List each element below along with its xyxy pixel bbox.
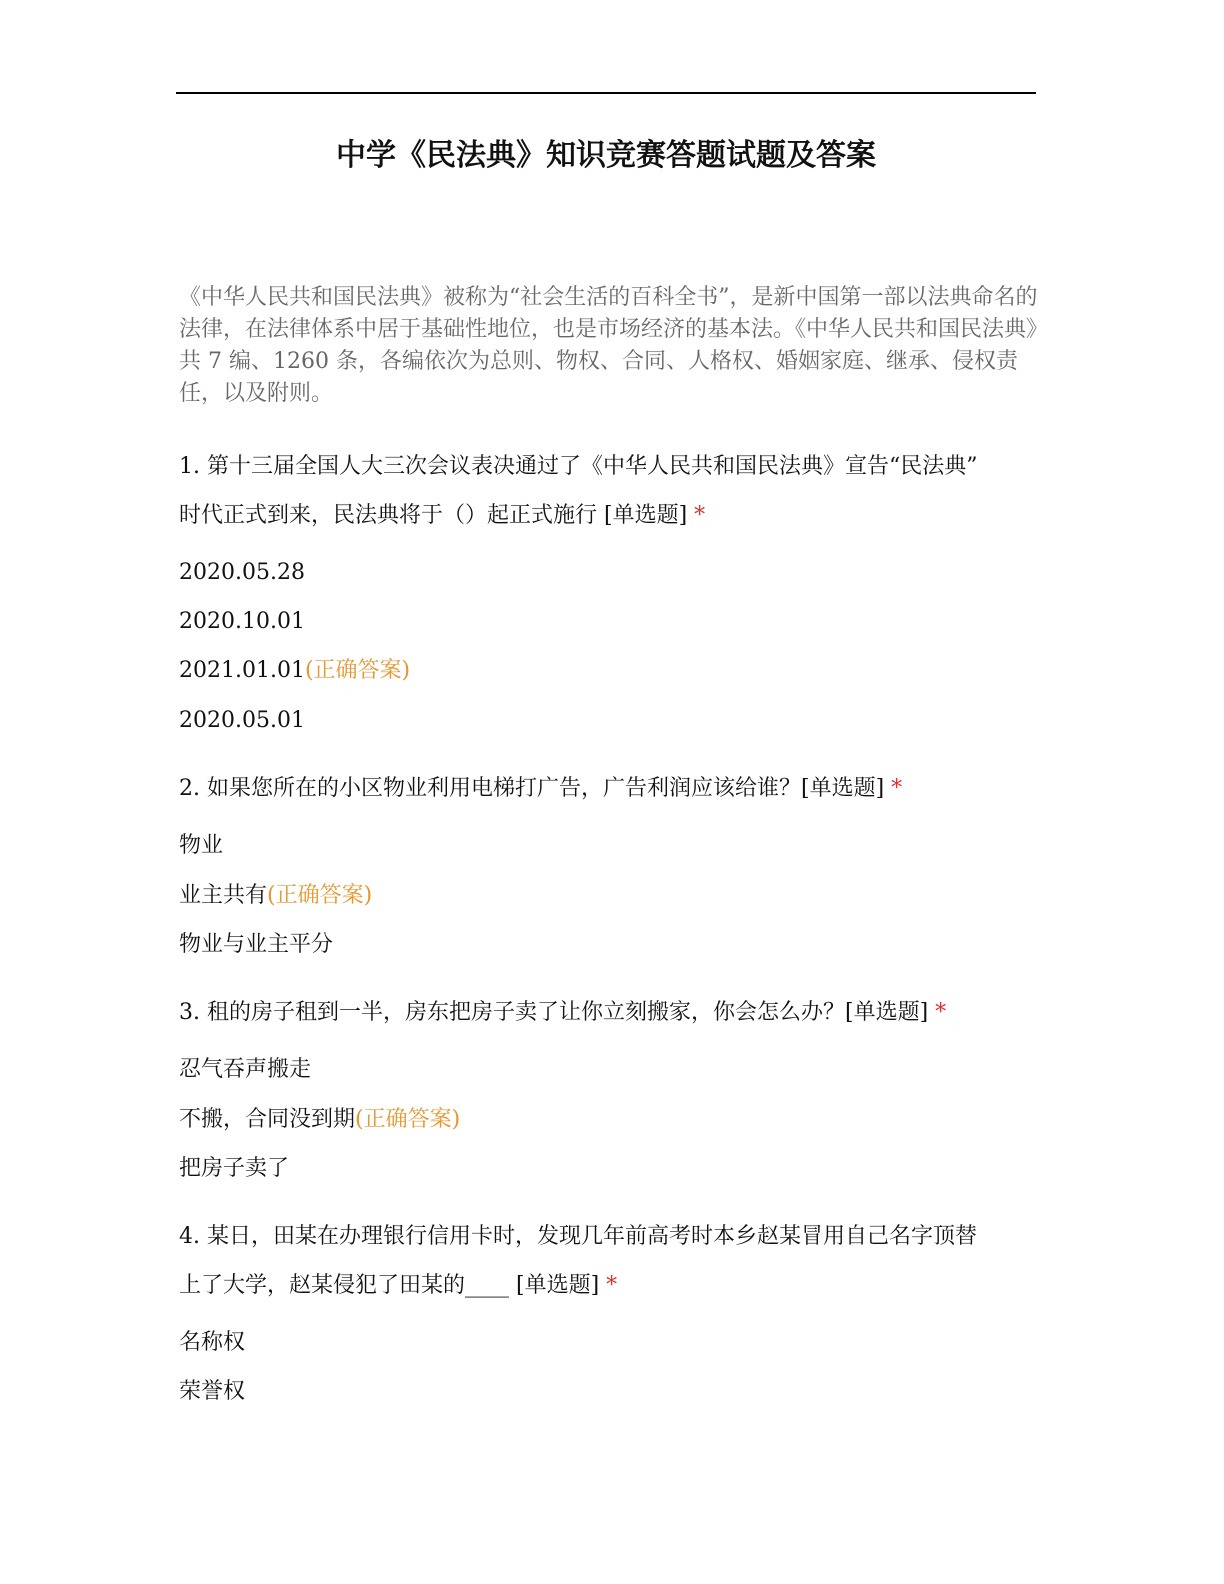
question-3-option-3: 把房子卖了 [179, 1156, 290, 1181]
question-3-text [179, 998, 946, 1028]
question-2-text [179, 774, 902, 804]
correct-answer-tag: (正确答案) [355, 1107, 461, 1132]
question-1-option-1: 2020.05.28 [179, 560, 305, 585]
required-mark: * [891, 776, 903, 801]
required-mark: * [935, 1000, 947, 1025]
question-2-option-2 [179, 881, 372, 911]
question-1-option-3-text: 2021.01.01 [179, 658, 305, 683]
question-4-text-line-2-content: 上了大学，赵某侵犯了田某的____ [单选题] [179, 1273, 600, 1298]
question-4-option-2: 荣誉权 [179, 1379, 246, 1404]
required-mark: * [694, 503, 706, 528]
question-3-text-content: 3. 租的房子租到一半，房东把房子卖了让你立刻搬家，你会怎么办？[单选题] [179, 1000, 929, 1025]
question-3-option-1: 忍气吞声搬走 [179, 1057, 312, 1082]
question-1-option-2: 2020.10.01 [179, 609, 305, 634]
question-2-option-1: 物业 [179, 833, 224, 858]
question-1-text-line-2 [179, 501, 705, 531]
question-1-option-3 [179, 656, 410, 686]
correct-answer-tag: (正确答案) [267, 883, 373, 908]
question-4-text-line-1: 4. 某日，田某在办理银行信用卡时，发现几年前高考时本乡赵某冒用自己名字顶替 [179, 1224, 977, 1249]
question-2-option-3: 物业与业主平分 [179, 932, 334, 957]
question-2-text-content: 2. 如果您所在的小区物业利用电梯打广告，广告利润应该给谁？[单选题] [179, 776, 885, 801]
required-mark: * [606, 1273, 618, 1298]
question-3-option-2-text: 不搬，合同没到期 [179, 1107, 356, 1132]
correct-answer-tag: (正确答案) [304, 658, 411, 683]
question-1-text-line-2-content: 时代正式到来，民法典将于（）起正式施行 [单选题] [179, 503, 688, 528]
document-title: 中学《民法典》知识竞赛答题试题及答案 [336, 138, 876, 173]
top-rule [176, 92, 1036, 94]
intro-paragraph: 《中华人民共和国民法典》被称为“社会生活的百科全书”，是新中国第一部以法典命名的法律，在法律体系中居于基础性地位，也是市场经济的基本法。《中华人民共和国民法典》共 7 编、1260 条，各编依次为总则、物权、合同、人格权、婚姻家庭、继承、侵权责任，以及附则。 [179, 285, 1038, 406]
question-1-text-line-1: 1. 第十三届全国人大三次会议表决通过了《中华人民共和国民法典》宣告“民法典” [179, 454, 978, 479]
question-4-text-line-2 [179, 1271, 617, 1301]
question-2-option-2-text: 业主共有 [179, 883, 268, 908]
question-4-option-1: 名称权 [179, 1330, 246, 1355]
question-3-option-2 [179, 1105, 460, 1135]
question-1-option-4: 2020.05.01 [179, 708, 305, 733]
